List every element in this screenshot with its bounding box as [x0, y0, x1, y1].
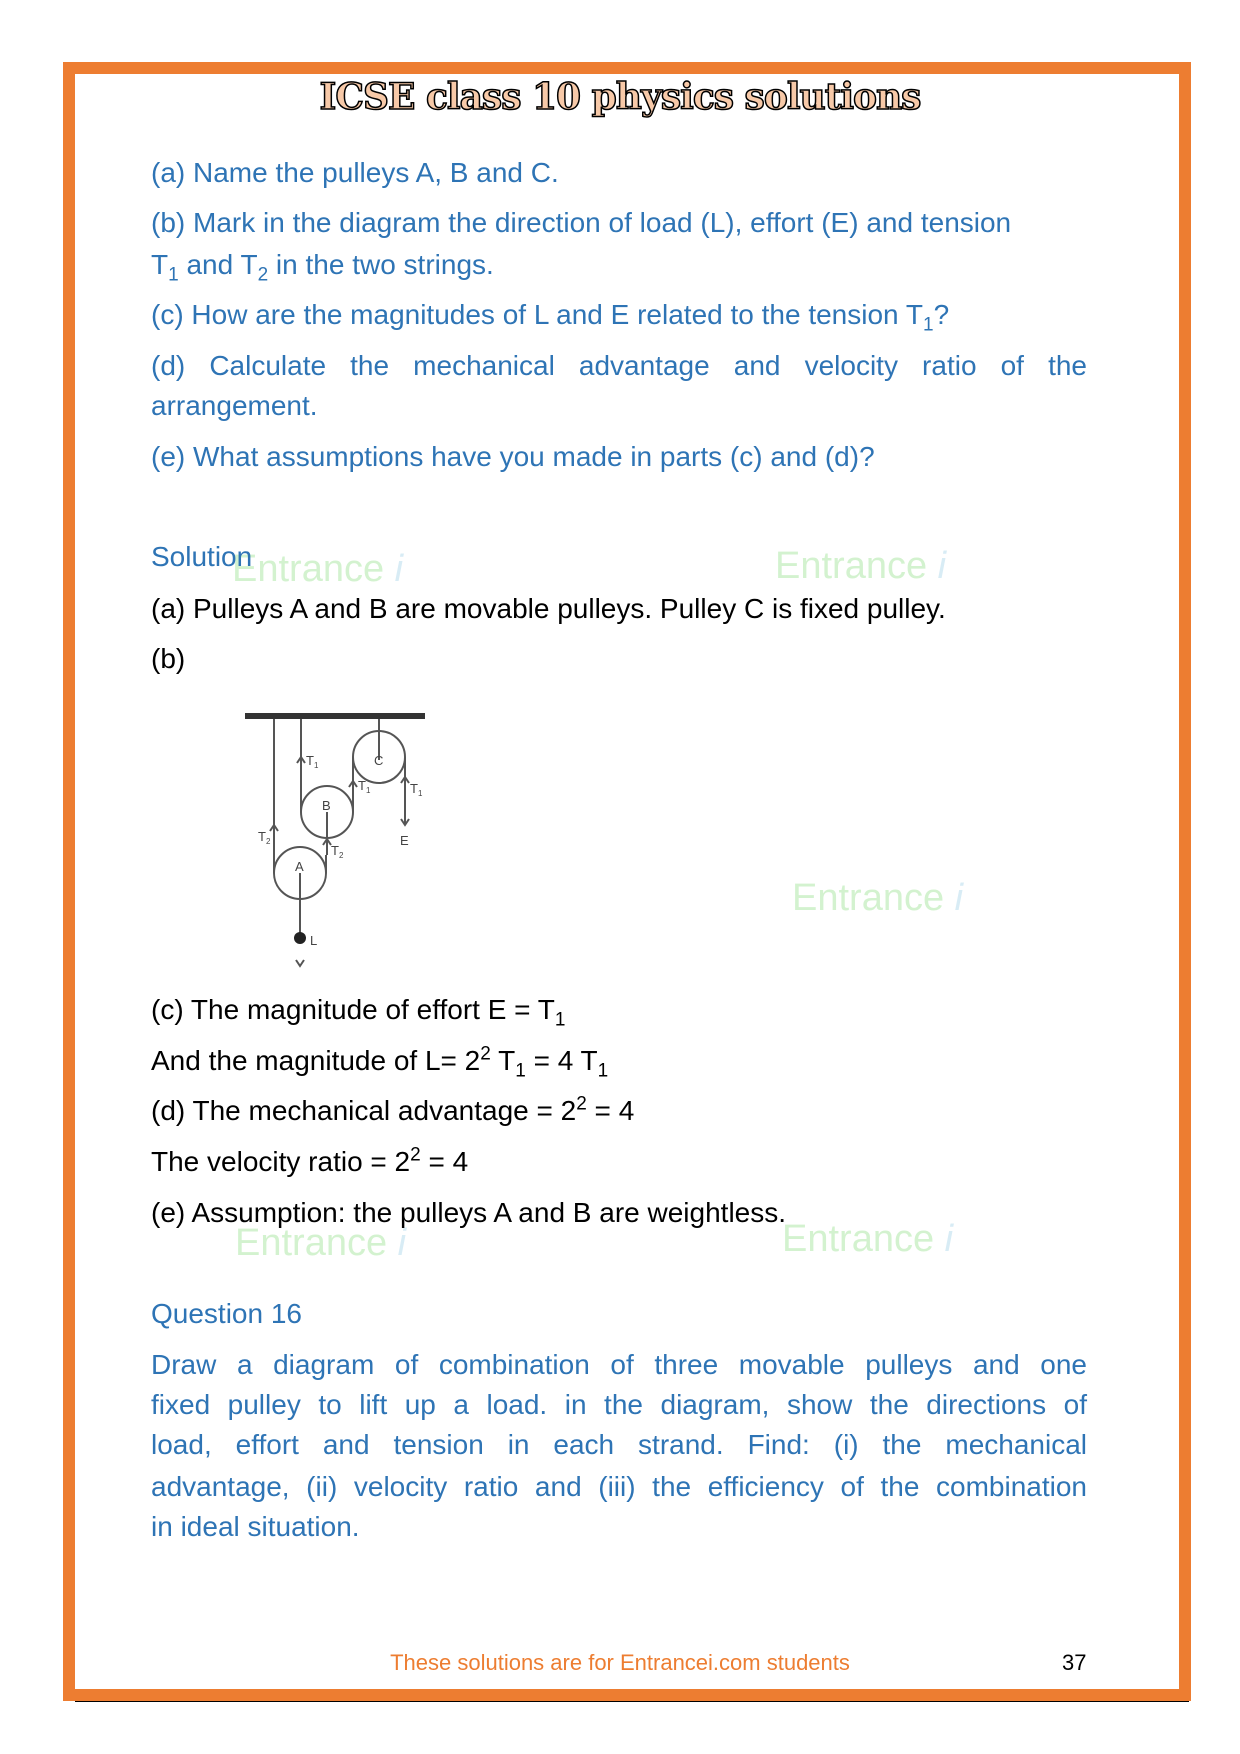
solution-d: (d) The mechanical advantage = $2^2 = 4$ — [151, 1093, 635, 1126]
question-part-d: (d) Calculate the mechanical advantage and velocity ratio of the — [151, 350, 1087, 381]
watermark: Entrance i — [792, 877, 964, 919]
question-part-d-cont: arrangement. — [151, 390, 318, 421]
label-t2: $T_2$ — [331, 843, 344, 860]
question-part-a: (a) Name the pulleys A, B and C. — [151, 157, 559, 188]
ceiling-beam — [245, 713, 425, 719]
label-a: A — [295, 859, 304, 874]
solution-c: (c) The magnitude of effort $E = T_1$ — [151, 994, 566, 1031]
solution-c-load: And the magnitude of $L= 2^2$ $T_1 = 4$ $T_1$ — [151, 1043, 609, 1082]
question-16-line: Draw a diagram of combination of three movable pulleys and one — [151, 1349, 1087, 1380]
question-16-line: load, effort and tension in each strand. Find: (i) the mechanical — [151, 1429, 1087, 1460]
load-mass — [294, 932, 306, 944]
solution-b: (b) — [151, 643, 186, 674]
question-16-line: fixed pulley to lift up a load. in the diagram, show the directions of — [151, 1389, 1087, 1420]
label-l: L — [310, 933, 318, 948]
watermark: Entrance i — [775, 545, 947, 587]
question-part-b-cont: $T_1$ and $T_2$ in the two strings. — [151, 249, 494, 286]
question-16-heading: Question 16 — [151, 1298, 302, 1329]
question-16-line: in ideal situation. — [151, 1511, 360, 1542]
question-16-line: advantage, (ii) velocity ratio and (iii) the efficiency of the combination — [151, 1471, 1087, 1502]
solution-e: (e) Assumption: the pulleys A and B are weightless. — [151, 1197, 787, 1228]
watermark: Entrance i — [232, 548, 404, 590]
solution-a: (a) Pulleys A and B are movable pulleys. Pulley C is fixed pulley. — [151, 593, 946, 624]
pulley-diagram — [160, 705, 460, 975]
footer-text: These solutions are for Entrancei.com students — [390, 1650, 850, 1675]
question-part-e: (e) What assumptions have you made in parts (c) and (d)? — [151, 441, 875, 472]
question-part-b: (b) Mark in the diagram the direction of load (L), effort (E) and tension — [151, 207, 1012, 238]
label-t1: $T_1$ — [306, 753, 319, 770]
page-title: ICSE class 10 physics solutions — [319, 76, 921, 118]
label-t1: $T_1$ — [358, 778, 371, 795]
solution-velocity-ratio: The velocity ratio = $2^2 = 4$ — [151, 1144, 469, 1177]
page-number: 37 — [1062, 1650, 1087, 1675]
solution-heading: Solution — [151, 541, 253, 572]
label-t1: $T_1$ — [410, 781, 423, 798]
watermark: Entrance i — [782, 1218, 954, 1260]
question-part-c: (c) How are the magnitudes of L and E related to the tension $T_1$? — [151, 299, 950, 336]
label-e: E — [400, 833, 409, 848]
watermark: Entrance i — [235, 1222, 407, 1264]
label-c: C — [374, 753, 384, 768]
label-t2: $T_2$ — [258, 829, 271, 846]
label-b: B — [322, 798, 331, 813]
